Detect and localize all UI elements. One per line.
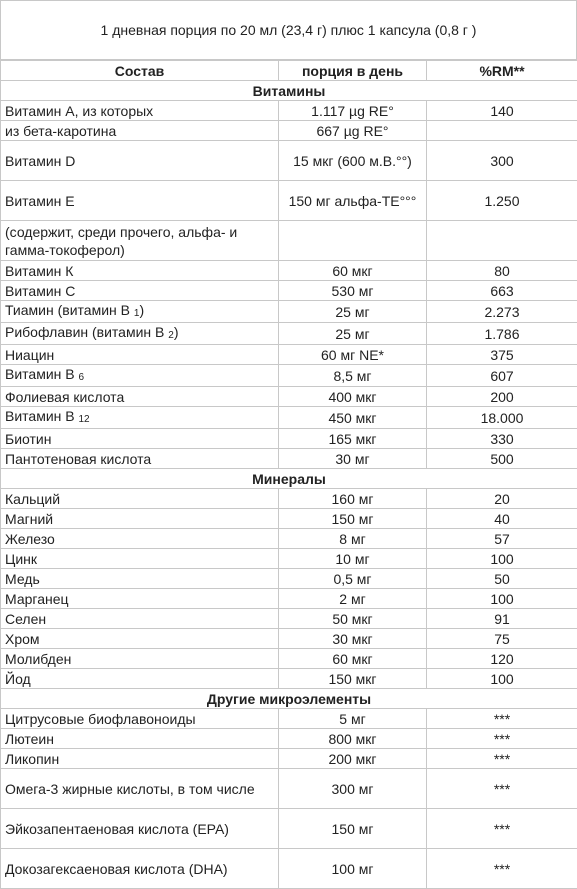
rm-percent: 607 — [427, 365, 577, 387]
table-row — [1, 387, 577, 407]
table-row — [1, 221, 577, 261]
table-row — [1, 407, 577, 429]
rm-percent: 1.250 — [427, 181, 577, 221]
table-row — [1, 649, 577, 669]
header-amount: порция в день — [279, 61, 427, 81]
table-row — [1, 749, 577, 769]
ingredient-subscript: 1 — [134, 308, 140, 319]
table-row — [1, 181, 577, 221]
header-rm: %RM** — [427, 61, 577, 81]
rm-percent: 100 — [427, 589, 577, 609]
table-row — [1, 769, 577, 809]
daily-amount: 25 мг — [279, 323, 427, 345]
ingredient-name: Витамин С — [1, 281, 279, 301]
ingredient-name-text: Тиамин (витамин В — [5, 302, 130, 318]
ingredient-name: Витамин А, из которых — [1, 101, 279, 121]
daily-amount: 400 мкг — [279, 387, 427, 407]
rm-percent: 20 — [427, 489, 577, 509]
daily-amount: 0,5 мг — [279, 569, 427, 589]
rm-percent: 2.273 — [427, 301, 577, 323]
table-row — [1, 629, 577, 649]
ingredient-name-suffix: ) — [139, 302, 144, 318]
daily-amount: 30 мкг — [279, 629, 427, 649]
ingredient-name: Йод — [1, 669, 279, 689]
table-row — [1, 141, 577, 181]
table-row — [1, 345, 577, 365]
table-row — [1, 261, 577, 281]
daily-amount: 60 мкг — [279, 649, 427, 669]
rm-percent: 500 — [427, 449, 577, 469]
daily-amount: 60 мг NE* — [279, 345, 427, 365]
ingredient-name: Фолиевая кислота — [1, 387, 279, 407]
ingredient-name: Хром — [1, 629, 279, 649]
ingredient-name: Цинк — [1, 549, 279, 569]
table-row — [1, 669, 577, 689]
ingredient-name-text: Витамин В — [5, 366, 75, 382]
ingredient-name: Витамин D — [1, 141, 279, 181]
ingredient-name: Медь — [1, 569, 279, 589]
ingredient-name: Пантотеновая кислота — [1, 449, 279, 469]
ingredient-name-text: Рибофлавин (витамин В — [5, 324, 164, 340]
rm-percent: 330 — [427, 429, 577, 449]
daily-amount: 50 мкг — [279, 609, 427, 629]
table-row — [1, 709, 577, 729]
ingredient-name: Магний — [1, 509, 279, 529]
table-row — [1, 301, 577, 323]
ingredient-name — [1, 301, 279, 323]
daily-amount: 8,5 мг — [279, 365, 427, 387]
ingredient-name: Цитрусовые биофлавоноиды — [1, 709, 279, 729]
rm-percent: 100 — [427, 549, 577, 569]
ingredient-name — [1, 407, 279, 429]
rm-percent: 100 — [427, 669, 577, 689]
ingredient-subscript: 6 — [79, 372, 85, 383]
ingredient-name: (содержит, среди прочего, альфа- и гамма-токоферол) — [1, 221, 279, 261]
ingredient-name-text: Витамин В — [5, 408, 75, 424]
rm-percent: 140 — [427, 101, 577, 121]
ingredient-name: Ниацин — [1, 345, 279, 365]
rm-percent: *** — [427, 769, 577, 809]
daily-amount: 300 мг — [279, 769, 427, 809]
daily-amount: 150 мг альфа-TE°°° — [279, 181, 427, 221]
table-row — [1, 849, 577, 889]
ingredient-subscript: 2 — [168, 330, 174, 341]
daily-amount: 530 мг — [279, 281, 427, 301]
rm-percent: 40 — [427, 509, 577, 529]
section-row-vitamins — [1, 81, 577, 101]
table-row — [1, 429, 577, 449]
ingredient-name: Селен — [1, 609, 279, 629]
daily-amount: 150 мг — [279, 509, 427, 529]
section-row-other — [1, 689, 577, 709]
daily-amount: 1.117 µg RE° — [279, 101, 427, 121]
table-row — [1, 281, 577, 301]
table-row — [1, 529, 577, 549]
table-row — [1, 809, 577, 849]
table-row — [1, 121, 577, 141]
rm-percent: 1.786 — [427, 323, 577, 345]
table-row — [1, 365, 577, 387]
ingredient-name: Молибден — [1, 649, 279, 669]
serving-title: 1 дневная порция по 20 мл (23,4 г) плюс 1 капсула (0,8 г ) — [0, 0, 577, 60]
daily-amount: 200 мкг — [279, 749, 427, 769]
nutrition-table — [0, 60, 577, 889]
table-row — [1, 449, 577, 469]
daily-amount: 800 мкг — [279, 729, 427, 749]
rm-percent: 50 — [427, 569, 577, 589]
daily-amount: 165 мкг — [279, 429, 427, 449]
ingredient-name-suffix: ) — [174, 324, 179, 340]
ingredient-name: Витамин К — [1, 261, 279, 281]
table-row — [1, 609, 577, 629]
table-row — [1, 569, 577, 589]
daily-amount: 15 мкг (600 м.В.°°) — [279, 141, 427, 181]
section-title: Минералы — [1, 469, 577, 489]
ingredient-name: Лютеин — [1, 729, 279, 749]
ingredient-subscript: 12 — [79, 414, 90, 425]
section-title: Витамины — [1, 81, 577, 101]
ingredient-name: Ликопин — [1, 749, 279, 769]
daily-amount: 150 мг — [279, 809, 427, 849]
ingredient-name: из бета-каротина — [1, 121, 279, 141]
table-row — [1, 509, 577, 529]
table-row — [1, 549, 577, 569]
rm-percent: 375 — [427, 345, 577, 365]
rm-percent: 120 — [427, 649, 577, 669]
rm-percent: *** — [427, 749, 577, 769]
rm-percent: *** — [427, 729, 577, 749]
rm-percent: 200 — [427, 387, 577, 407]
ingredient-name: Омега-3 жирные кислоты, в том числе — [1, 769, 279, 809]
rm-percent: 18.000 — [427, 407, 577, 429]
daily-amount: 30 мг — [279, 449, 427, 469]
rm-percent: 75 — [427, 629, 577, 649]
rm-percent — [427, 221, 577, 261]
section-title: Другие микроэлементы — [1, 689, 577, 709]
rm-percent — [427, 121, 577, 141]
table-row — [1, 729, 577, 749]
daily-amount: 5 мг — [279, 709, 427, 729]
ingredient-name: Докозагексаеновая кислота (DHA) — [1, 849, 279, 889]
daily-amount — [279, 221, 427, 261]
daily-amount: 2 мг — [279, 589, 427, 609]
rm-percent: *** — [427, 809, 577, 849]
section-row-minerals — [1, 469, 577, 489]
daily-amount: 60 мкг — [279, 261, 427, 281]
ingredient-name: Витамин Е — [1, 181, 279, 221]
daily-amount: 667 µg RE° — [279, 121, 427, 141]
table-row — [1, 323, 577, 345]
ingredient-name: Кальций — [1, 489, 279, 509]
table-row — [1, 101, 577, 121]
daily-amount: 25 мг — [279, 301, 427, 323]
daily-amount: 450 мкг — [279, 407, 427, 429]
header-name: Состав — [1, 61, 279, 81]
daily-amount: 100 мг — [279, 849, 427, 889]
rm-percent: 80 — [427, 261, 577, 281]
table-row — [1, 589, 577, 609]
daily-amount: 10 мг — [279, 549, 427, 569]
table-row — [1, 489, 577, 509]
ingredient-name — [1, 365, 279, 387]
rm-percent: *** — [427, 849, 577, 889]
daily-amount: 8 мг — [279, 529, 427, 549]
rm-percent: 57 — [427, 529, 577, 549]
rm-percent: 663 — [427, 281, 577, 301]
daily-amount: 160 мг — [279, 489, 427, 509]
ingredient-name: Железо — [1, 529, 279, 549]
header-row — [1, 61, 577, 81]
ingredient-name: Эйкозапентаеновая кислота (EPA) — [1, 809, 279, 849]
rm-percent: *** — [427, 709, 577, 729]
daily-amount: 150 мкг — [279, 669, 427, 689]
ingredient-name — [1, 323, 279, 345]
rm-percent: 300 — [427, 141, 577, 181]
ingredient-name: Биотин — [1, 429, 279, 449]
rm-percent: 91 — [427, 609, 577, 629]
ingredient-name: Марганец — [1, 589, 279, 609]
